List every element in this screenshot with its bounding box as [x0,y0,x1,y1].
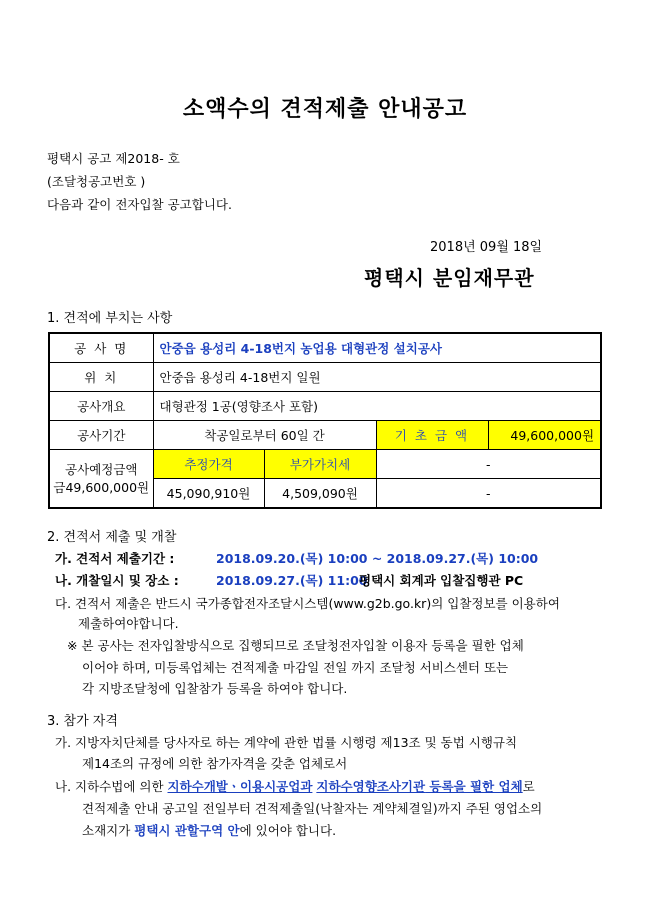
page-title: 소액수의 견적제출 안내공고 [182,97,468,122]
location-value: 안중읍 용성리 4-18번지 일원 [153,363,601,392]
notice-number: 평택시 공고 제2018- 호 [47,151,180,166]
qualification-b3-prefix: 소재지가 [82,823,135,838]
intro-text: 다음과 같이 전자입찰 공고합니다. [47,197,232,212]
table-row [49,421,601,450]
qualification-b-2: 견적제출 안내 공고일 전일부터 견적제출일(낙찰자는 계약체결일)까지 주된 영업소의 [82,801,543,816]
section1-heading: 1. 견적에 부치는 사항 [47,311,173,326]
section3-heading: 3. 참가 자격 [47,714,118,729]
base-amount-value: 49,600,000원 [488,421,601,450]
vat-label: 부가가치세 [264,450,376,479]
summary-value: 대형관정 1공(영향조사 포함) [153,392,601,421]
registration-note-2: 이어야 하며, 미등록업체는 견적제출 마감일 전일 까지 조달청 서비스센터 또는 [82,660,509,675]
location-label: 위 치 [49,363,153,392]
issuer: 평택시 분임재무관 [364,266,535,290]
qualification-b-license: 지하수개발ㆍ이용시공업과 [167,779,313,794]
est-price-label: 추정가격 [153,450,264,479]
period-label: 공사기간 [49,421,153,450]
qualification-b-3 [82,821,336,839]
qualification-b-1 [55,777,535,795]
procurement-number: (조달청공고번호 ) [47,174,146,189]
dash-cell-1: - [376,450,601,479]
name-label: 공 사 명 [49,333,153,363]
submission-note-1: 다. 견적서 제출은 반드시 국가종합전자조달시스템(www.g2b.go.kr)의 입찰정보를 이용하여 [55,596,560,611]
qualification-a-2: 제14조의 규정에 의한 참가자격을 갖춘 업체로서 [82,756,348,771]
dash-cell-2: - [376,479,601,509]
submission-note-2: 제출하여야합니다. [78,616,179,631]
submit-period-value: 2018.09.20.(목) 10:00 ~ 2018.09.27.(목) 10:00 [216,551,539,566]
section2-heading: 2. 견적서 제출 및 개찰 [47,530,177,545]
table-row [49,333,601,363]
qualification-b-suffix: 로 [522,779,535,794]
est-amount-cell [49,450,153,509]
table-row [49,363,601,392]
name-value: 안중읍 용성리 4-18번지 농업용 대형관정 설치공사 [153,333,601,363]
qualification-b-registered: 등록을 필한 업체 [425,779,523,794]
est-amount-total: 금49,600,000원 [53,479,150,495]
summary-label: 공사개요 [49,392,153,421]
notice-date: 2018년 09월 18일 [430,240,543,255]
qualification-b-agency: 지하수영향조사기관 [316,779,426,794]
registration-note-1: ※ 본 공사는 전자입찰방식으로 집행되므로 조달청전자입찰 이용자 등록을 필한 업체 [67,638,524,653]
vat-value: 4,509,090원 [264,479,376,509]
opening-label: 나. 개찰일시 및 장소 : [55,573,179,588]
submit-period-label: 가. 견적서 제출기간 : [55,551,175,566]
registration-note-3: 각 지방조달청에 입찰참가 등록을 하여야 합니다. [82,681,348,696]
opening-datetime: 2018.09.27.(목) 11:00 [216,573,368,588]
est-amount-label: 공사예정금액 [65,461,138,477]
qualification-b3-area: 평택시 관할구역 안 [134,823,240,838]
period-value: 착공일로부터 60일 간 [153,421,376,450]
table-row [49,392,601,421]
base-amount-label: 기 초 금 액 [376,421,488,450]
est-price-value: 45,090,910원 [153,479,264,509]
qualification-b3-suffix: 에 있어야 합니다. [239,823,337,838]
bid-info-table [48,332,602,509]
table-row [49,450,601,479]
opening-place: 평택시 회계과 입찰집행관 PC [359,573,524,588]
qualification-a-1: 가. 지방자치단체를 당사자로 하는 계약에 관한 법률 시행령 제13조 및 동법 시행규칙 [55,735,518,750]
qualification-b-prefix: 나. 지하수법에 의한 [55,779,168,794]
